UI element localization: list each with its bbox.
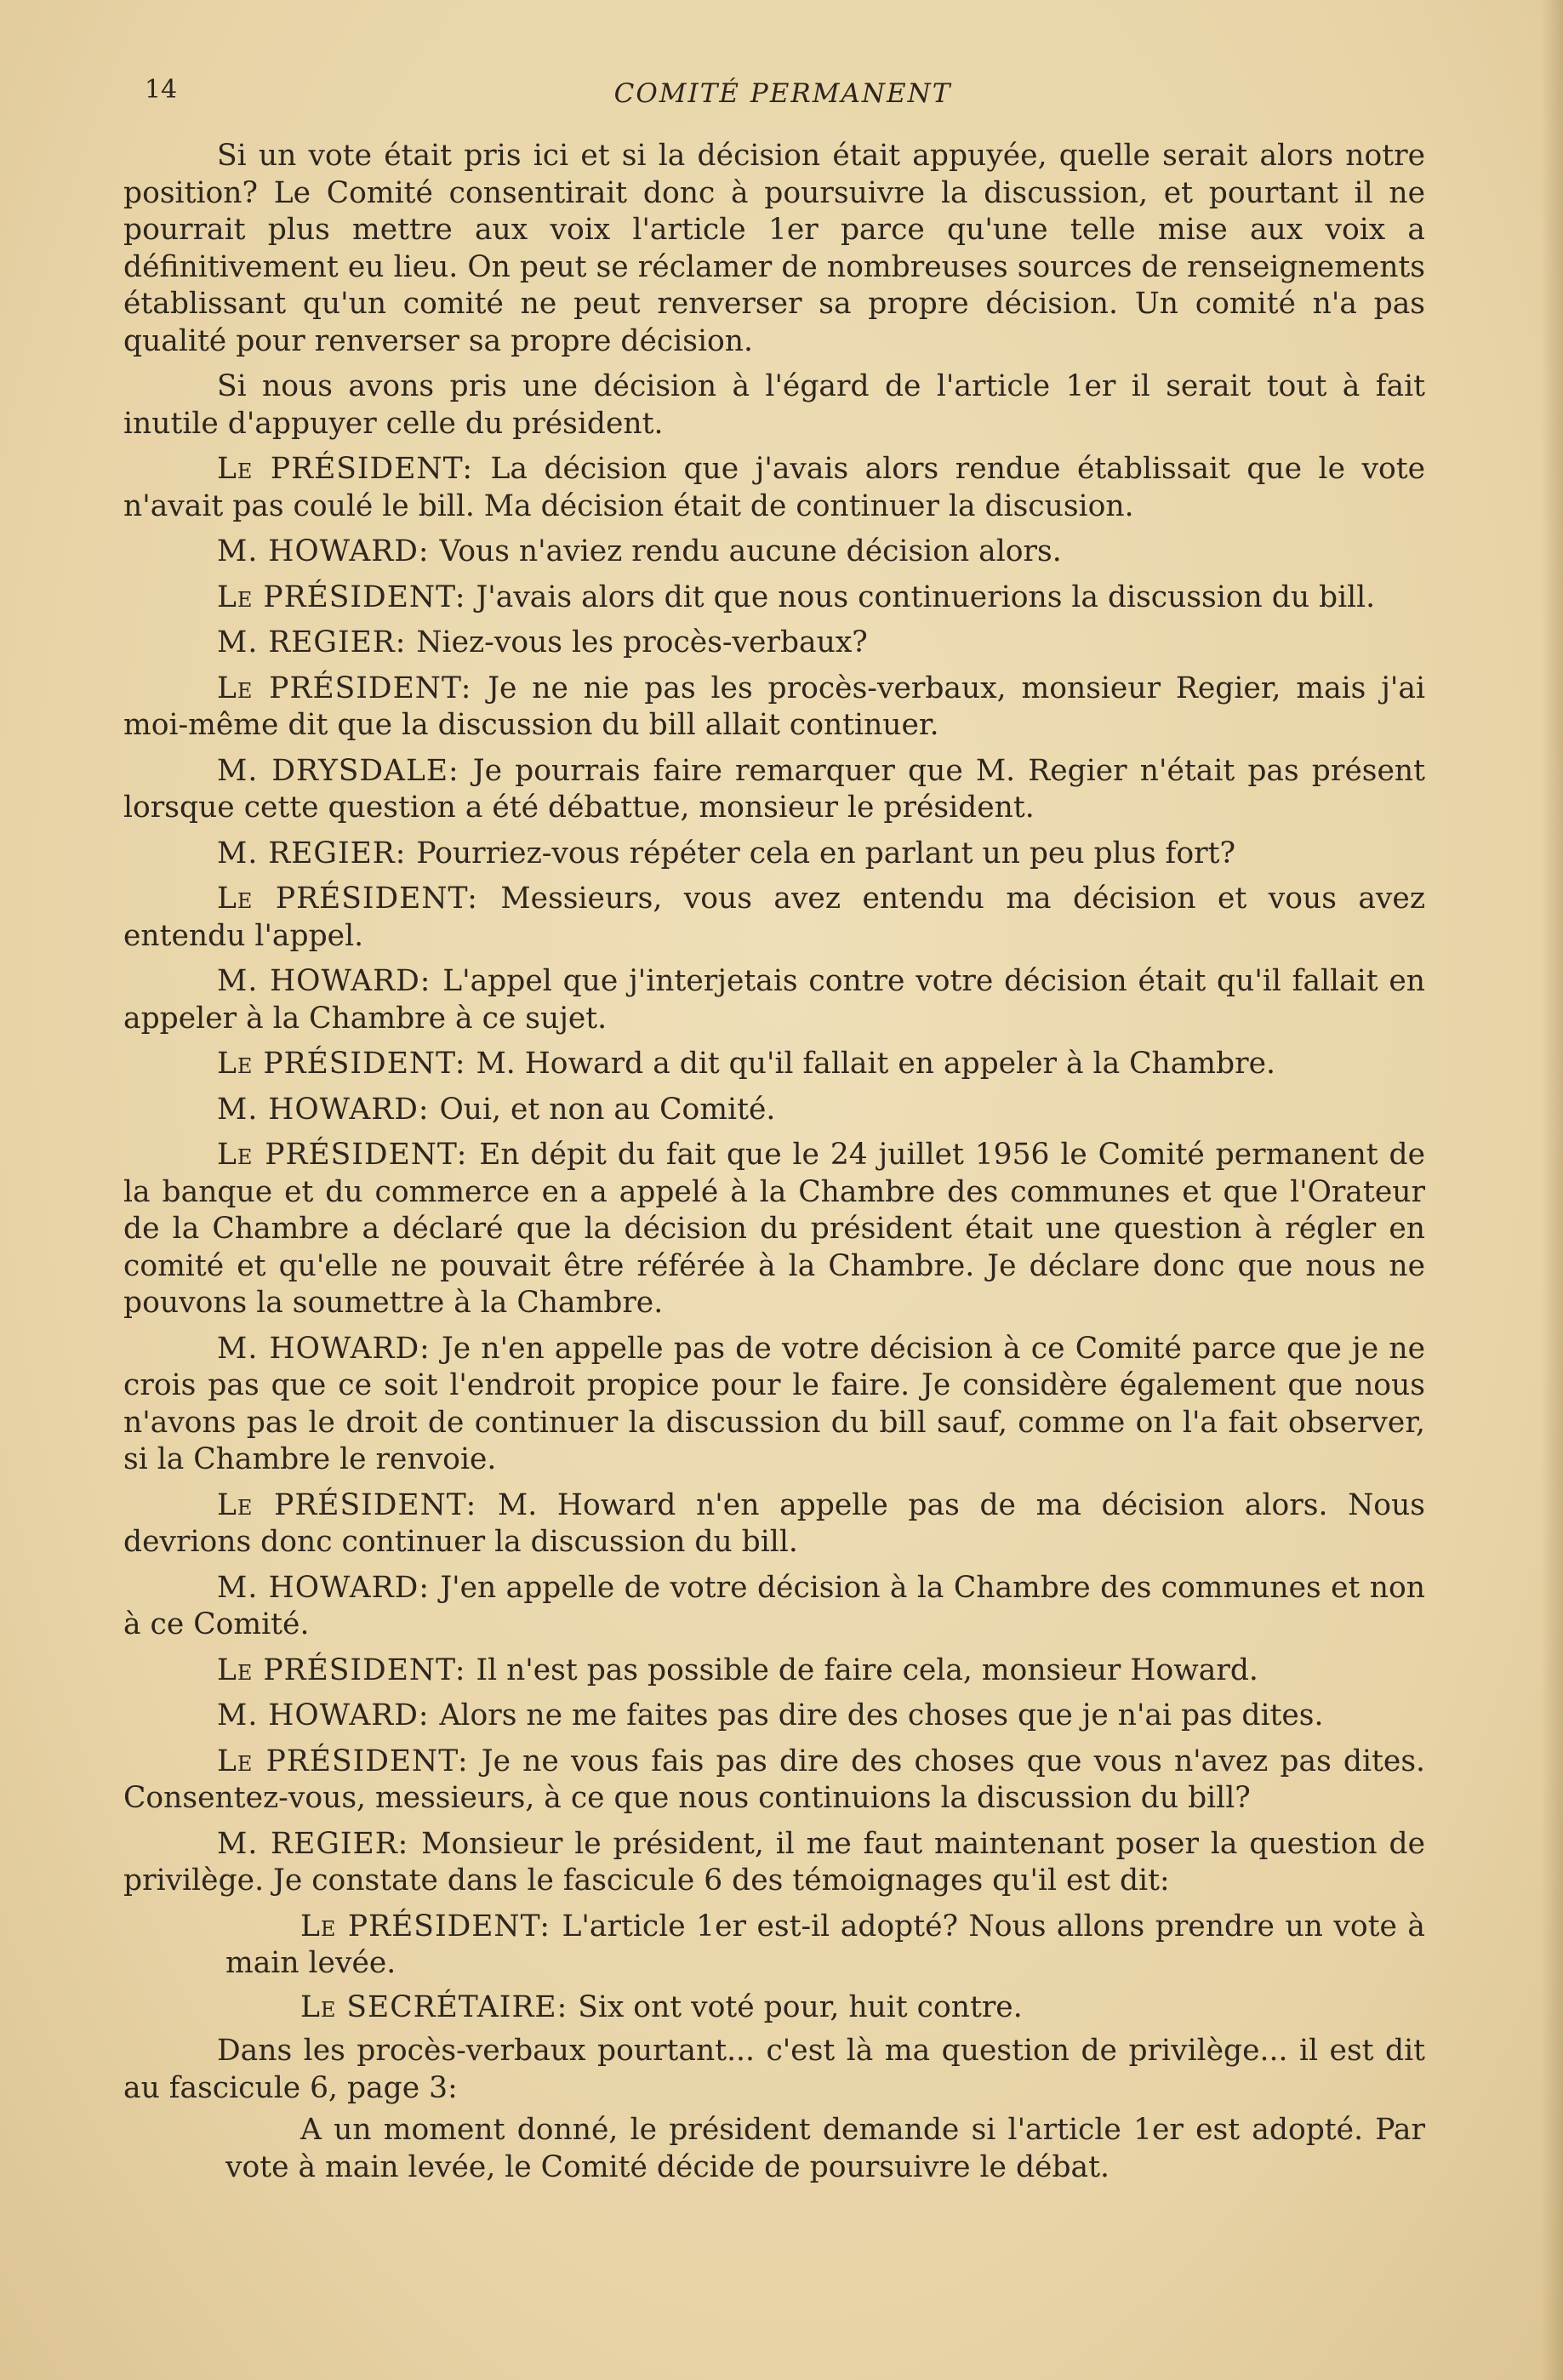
quoted-testimony [123,1909,1425,2027]
speaker-name: M. HOWARD: [217,1698,440,1732]
paragraph-text: A un moment donné, le président demande si l'article 1er est adopté. Par vote à main levée, le Comité décide de poursuivre le débat. [225,2113,1425,2184]
paragraph-text: L'appel que j'interjetais contre votre décision était qu'il fallait en appeler à la Chambre à ce sujet. [123,964,1425,1036]
paragraph [123,625,1425,662]
paragraph [123,1744,1425,1818]
speaker-name: Le PRÉSIDENT: [300,1909,562,1943]
speaker-name: M. HOWARD: [217,1331,442,1366]
speaker-name: Le PRÉSIDENT: [217,882,501,916]
paragraph [123,138,1425,360]
running-title: COMITÉ PERMANENT [613,78,952,109]
paragraph [225,1909,1425,1983]
paragraph-text: M. Howard n'en appelle pas de ma décision alors. Nous devrions donc continuer la discussion du bill. [123,1487,1425,1559]
paragraph [225,2112,1425,2186]
page-edge-shadow [1541,0,1563,2380]
paragraph-text: Niez-vous les procès-verbaux? [416,625,868,659]
page-body [123,138,1425,2186]
transcript-paragraphs [123,138,1425,1900]
paragraph [123,881,1425,955]
paragraph-text: Six ont voté pour, huit contre. [578,1989,1023,2024]
paragraph-text: Alors ne me faites pas dire des choses que je n'ai pas dites. [439,1698,1324,1732]
paragraph-continuation [123,2033,1425,2107]
paragraph-text: Oui, et non au Comité. [439,1092,776,1127]
paragraph [123,963,1425,1037]
paragraph [123,451,1425,525]
speaker-name: Le PRÉSIDENT: [217,671,488,705]
speaker-name: M. REGIER: [217,1826,422,1861]
paragraph-text: Je ne vous fais pas dire des choses que vous n'avez pas dites. Consentez-vous, messieurs, à ce que nous continuions la discussion du bill? [123,1744,1425,1815]
paragraph-text: L'article 1er est-il adopté? Nous allons prendre un vote à main levée. [225,1909,1425,1980]
paragraph [123,1698,1425,1735]
paragraph-text: En dépit du fait que le 24 juillet 1956 le Comité permanent de la banque et du commerce en a appelé à la Chambre des communes et que l'Orateur de la Chambre a déclaré que la décision du président était une question à régler en comité et qu'elle ne pouvait être référée à la Chambre. Je déclare donc que nous ne pouvons la soumettre à la Chambre. [123,1138,1425,1320]
speaker-name: Le PRÉSIDENT: [217,1652,476,1687]
paragraph-text: Je n'en appelle pas de votre décision à ce Comité parce que je ne crois pas que ce soit l'endroit propice pour le faire. Je considère également que nous n'avons pas le droit de continuer la discussion du bill sauf, comme on l'a fait observer, si la Chambre le renvoie. [123,1331,1426,1476]
paragraph-text: Pourriez-vous répéter cela en parlant un peu plus fort? [416,836,1235,870]
paragraph [123,671,1425,745]
paragraph [123,368,1425,442]
paragraph [123,1046,1425,1083]
paragraph-text: La décision que j'avais alors rendue établissait que le vote n'avait pas coulé le bill. Ma décision était de continuer la discusion. [123,452,1426,523]
paragraph-text: Vous n'aviez rendu aucune décision alors. [439,534,1062,568]
speaker-name: Le PRÉSIDENT: [217,579,476,614]
paragraph-text: J'en appelle de votre décision à la Chambre des communes et non à ce Comité. [123,1570,1425,1641]
paragraph-text: Il n'est pas possible de faire cela, monsieur Howard. [476,1652,1258,1687]
speaker-name: Le PRÉSIDENT: [217,452,491,486]
speaker-name: Le SECRÉTAIRE: [300,1989,579,2024]
page-number: 14 [145,75,178,105]
paragraph [123,1826,1425,1900]
speaker-name: M. REGIER: [217,836,417,870]
paragraph-text: Je ne nie pas les procès-verbaux, monsieur Regier, mais j'ai moi-même dit que la discussion du bill allait continuer. [123,671,1426,742]
paragraph-text: Dans les procès-verbaux pourtant... c'est là ma question de privilège... il est dit au fascicule 6, page 3: [123,2034,1425,2105]
speaker-name: M. HOWARD: [217,534,440,568]
speaker-name: M. HOWARD: [217,964,443,998]
paragraph [123,1487,1425,1561]
paragraph [123,579,1425,617]
paragraph-text: Si un vote était pris ici et si la décision était appuyée, quelle serait alors notre position? Le Comité consentirait donc à poursuivre la discussion, et pourtant il ne pourrait plus mettre aux voix l'article 1er parce qu'une telle mise aux voix a définitivement eu lieu. On peut se réclamer de nombreuses sources de renseignements établissant qu'un comité ne peut renverser sa propre décision. Un comité n'a pas qualité pour renverser sa propre décision. [123,139,1425,358]
speaker-name: Le PRÉSIDENT: [217,1744,482,1778]
paragraph-text: Si nous avons pris une décision à l'égard de l'article 1er il serait tout à fait inutile d'appuyer celle du président. [123,369,1425,441]
paragraph [123,836,1425,873]
paragraph [123,534,1425,571]
speaker-name: Le PRÉSIDENT: [217,1138,480,1172]
paragraph-text: M. Howard a dit qu'il fallait en appeler à la Chambre. [476,1047,1275,1081]
paragraph [225,1989,1425,2027]
speaker-name: Le PRÉSIDENT: [217,1487,498,1522]
paragraph [123,1092,1425,1129]
quoted-minutes [123,2112,1425,2186]
paragraph-text: Monsieur le président, il me faut maintenant poser la question de privilège. Je constate dans le fascicule 6 des témoignages qu'il est dit: [123,1826,1426,1898]
paragraph-text: J'avais alors dit que nous continuerions la discussion du bill. [476,579,1376,614]
speaker-name: M. REGIER: [217,625,417,659]
speaker-name: M. DRYSDALE: [217,753,473,788]
paragraph [123,1137,1425,1322]
speaker-name: M. HOWARD: [217,1092,440,1127]
speaker-name: M. HOWARD: [217,1570,441,1605]
paragraph [123,1652,1425,1690]
paragraph-text: Je pourrais faire remarquer que M. Regier n'était pas présent lorsque cette question a été débattue, monsieur le président. [123,753,1425,825]
paragraph [123,1570,1425,1644]
page-header [145,75,1421,117]
paragraph [123,753,1425,827]
paragraph-text: Messieurs, vous avez entendu ma décision et vous avez entendu l'appel. [123,882,1425,953]
paragraph [123,1331,1425,1479]
speaker-name: Le PRÉSIDENT: [217,1047,476,1081]
